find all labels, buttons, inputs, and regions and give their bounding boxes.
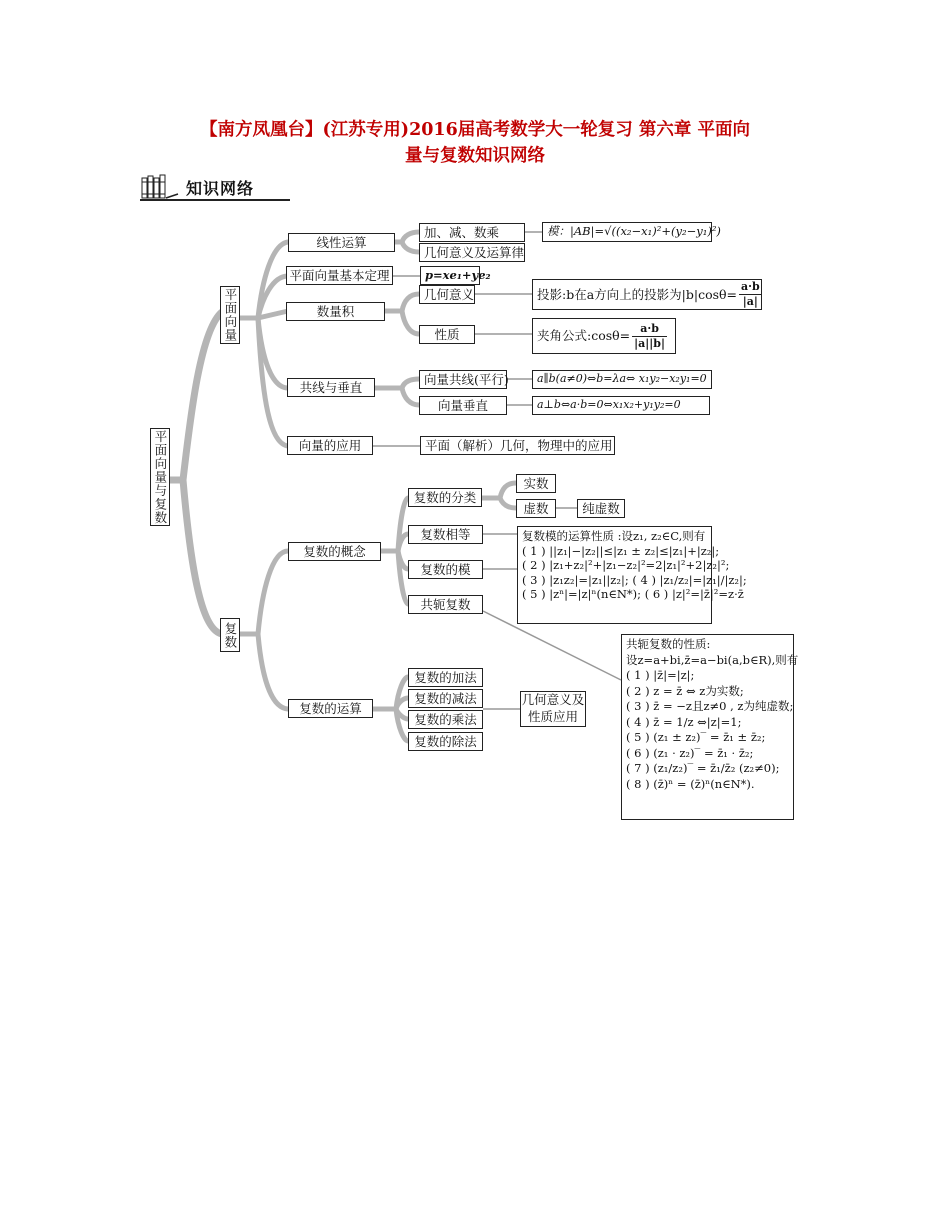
modulus-prop-line: ( 2 ) |z₁+z₂|²+|z₁−z₂|²=2|z₁|²+2|z₂|²; [522,558,730,572]
node-collinear-perp: 共线与垂直 [287,378,375,397]
projection-denominator: |a| [742,295,758,308]
projection-numerator: a·b [741,280,760,294]
node-geo-app: 几何意义及性质应用 [520,691,586,727]
conjugate-prop-line: ( 7 ) (z₁/z₂)‾ = z̄₁/z̄₂ (z₂≠0); [626,761,780,775]
projection-fraction [739,280,762,309]
angle-numerator: a·b [632,322,667,337]
node-imaginary: 虚数 [516,499,556,518]
branch-vector: 平面向量 [220,286,240,344]
conjugate-prop-line: ( 2 ) z = z̄ ⇔ z为实数; [626,683,744,698]
conjugate-prop-line: ( 4 ) z̄ = 1/z ⇔|z|=1; [626,714,742,729]
node-properties: 性质 [419,325,475,344]
document-title-line-2: 量与复数知识网络 [405,146,545,166]
conjugate-prop-line: ( 6 ) (z₁ · z₂)‾ = z̄₁ · z̄₂; [626,745,754,760]
conjugate-prop-line: 共轭复数的性质: [626,637,711,651]
conjugate-prop-line: ( 3 ) z̄ = −z且z≠0 , z为纯虚数; [626,699,794,713]
node-projection [532,279,762,310]
node-complex-concept: 复数的概念 [288,542,381,561]
conjugate-prop-line: ( 1 ) |z̄|=|z|; [626,668,695,682]
node-collinear-formula: a∥b(a≠0)⇔b=λa⇔ x₁y₂−x₂y₁=0 [532,370,712,389]
conjugate-prop-line: ( 8 ) (z̄)ⁿ = (z̄)ⁿ(n∈N*). [626,776,755,791]
node-basic-theorem-formula: p=xe₁+ye₂ [420,266,480,285]
node-applications: 向量的应用 [287,436,373,455]
branch-complex: 复数 [220,618,240,652]
node-multiplication: 复数的乘法 [408,710,483,729]
angle-denominator: |a||b| [634,336,665,350]
node-modulus-formula: 模：|AB|=√((x₂−x₁)²+(y₂−y₁)²) [542,222,712,242]
modulus-prop-line: 复数模的运算性质 :设z₁, z₂∈C,则有 [522,529,706,543]
root-node: 平面向量与复数 [150,428,170,526]
angle-text: 夹角公式:cosθ= [537,328,631,344]
node-real: 实数 [516,474,556,493]
node-dot-product: 数量积 [286,302,385,321]
node-angle-formula [532,318,676,354]
document-title-line-1: 【南方凤凰台】(江苏专用)2016届高考数学大一轮复习 第六章 平面向 [200,120,750,140]
modulus-prop-line: ( 3 ) |z₁z₂|=|z₁||z₂|; ( 4 ) |z₁/z₂|=|z₁|/|z₂|; [522,572,747,587]
node-linear-ops: 线性运算 [288,233,395,252]
node-addition: 复数的加法 [408,668,483,687]
node-modulus: 复数的模 [408,560,483,579]
conjugate-prop-line: 设z=a+bi,z̄=a−bi(a,b∈R),则有 [626,652,799,667]
modulus-prop-line: ( 1 ) ||z₁|−|z₂||≤|z₁ ± z₂|≤|z₁|+|z₂|; [522,543,720,558]
node-conjugate: 共轭复数 [408,595,483,614]
section-header: 知识网络 [186,179,255,198]
modulus-prop-line: ( 5 ) |zⁿ|=|z|ⁿ(n∈N*); ( 6 ) |z|²=|z̄|²=z·z̄ [522,587,744,601]
node-collinear: 向量共线(平行) [419,370,507,389]
node-add-sub-scalar: 加、减、数乘 [419,223,525,242]
node-perpendicular: 向量垂直 [419,396,507,415]
node-pure-imaginary: 纯虚数 [577,499,625,518]
projection-text: 投影:b在a方向上的投影为|b|cosθ= [537,286,738,302]
node-geometric-meaning: 几何意义 [419,285,475,304]
node-classification: 复数的分类 [408,488,482,507]
node-perpendicular-formula: a⊥b⇔a·b=0⇔x₁x₂+y₁y₂=0 [532,396,710,415]
node-complex-operations: 复数的运算 [288,699,373,718]
conjugate-prop-line: ( 5 ) (z₁ ± z₂)‾ = z̄₁ ± z̄₂; [626,730,766,744]
node-applications-detail: 平面（解析）几何，物理中的应用 [420,436,615,455]
node-modulus-props [517,526,747,624]
node-division: 复数的除法 [408,732,483,751]
node-subtraction: 复数的减法 [408,689,483,708]
node-basic-theorem: 平面向量基本定理 [286,266,393,285]
node-conjugate-props [621,634,799,820]
angle-fraction [632,322,667,351]
node-equality: 复数相等 [408,525,483,544]
node-geometric-meaning-laws: 几何意义及运算律 [419,243,525,262]
